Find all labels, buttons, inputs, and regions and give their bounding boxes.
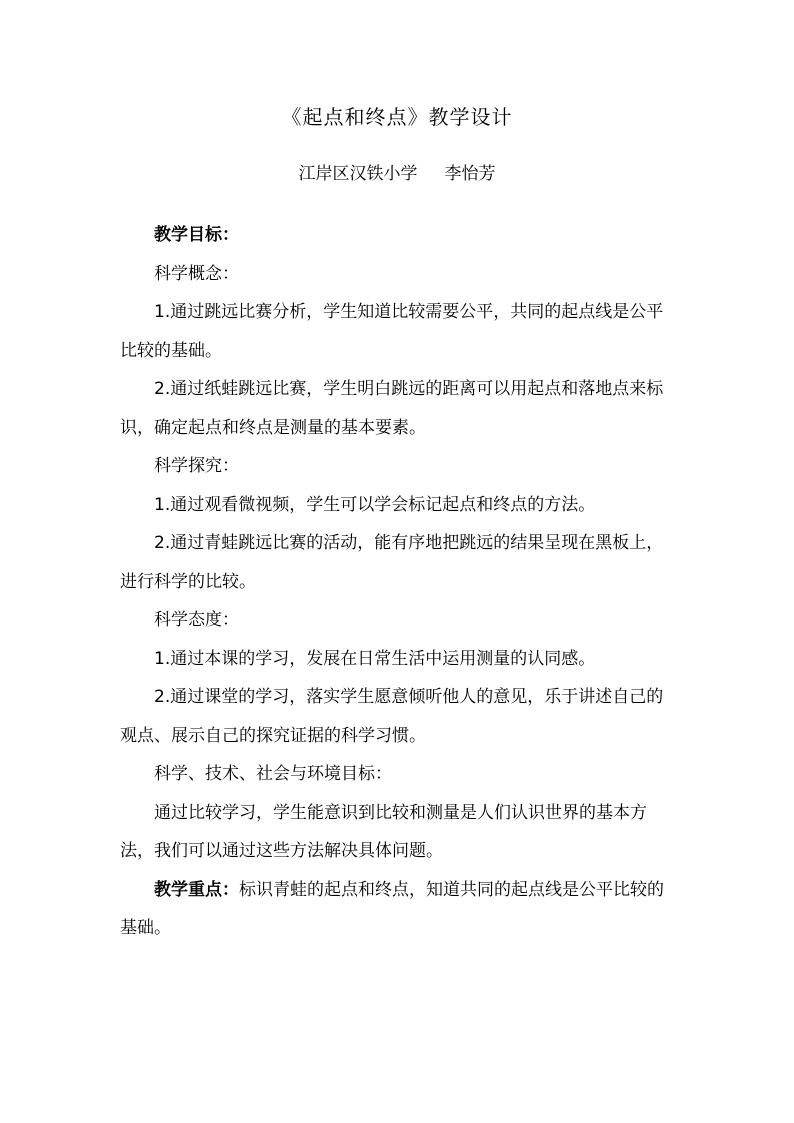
inquiry-item-2: 2.通过青蛙跳远比赛的活动，能有序地把跳远的结果呈现在黑板上，进行科学的比较。 — [120, 533, 664, 592]
inquiry-item-1: 1.通过观看微视频，学生可以学会标记起点和终点的方法。 — [154, 494, 596, 515]
author-line: 江岸区汉铁小学 李怡芳 — [298, 164, 496, 184]
key-points-label: 教学重点： — [154, 879, 239, 900]
document-body — [120, 216, 670, 948]
document-title: 《起点和终点》教学设计 — [281, 105, 513, 129]
attitude-heading: 科学态度： — [154, 610, 239, 630]
attitude-item-1: 1.通过本课的学习，发展在日常生活中运用测量的认同感。 — [154, 648, 596, 669]
inquiry-heading: 科学探究： — [154, 456, 239, 476]
concept-heading: 科学概念： — [154, 263, 239, 284]
concept-item-2: 2.通过纸蛙跳远比赛，学生明白跳远的距离可以用起点和落地点来标识，确定起点和终点是测量的基本要素。 — [120, 379, 664, 438]
stse-item-1: 通过比较学习，学生能意识到比较和测量是人们认识世界的基本方法，我们可以通过这些方法解决具体问题。 — [120, 802, 647, 861]
key-points-text: 标识青蛙的起点和终点，知道共同的起点线是公平比较的基础。 — [120, 879, 664, 938]
goals-heading: 教学目标： — [154, 225, 239, 245]
concept-item-1: 1.通过跳远比赛分析，学生知道比较需要公平，共同的起点线是公平比较的基础。 — [120, 302, 664, 361]
key-points-paragraph — [120, 871, 670, 948]
stse-heading: 科学、技术、社会与环境目标： — [154, 764, 392, 784]
attitude-item-2: 2.通过课堂的学习，落实学生愿意倾听他人的意见，乐于讲述自己的观点、展示自己的探究证据的科学习惯。 — [120, 687, 664, 746]
